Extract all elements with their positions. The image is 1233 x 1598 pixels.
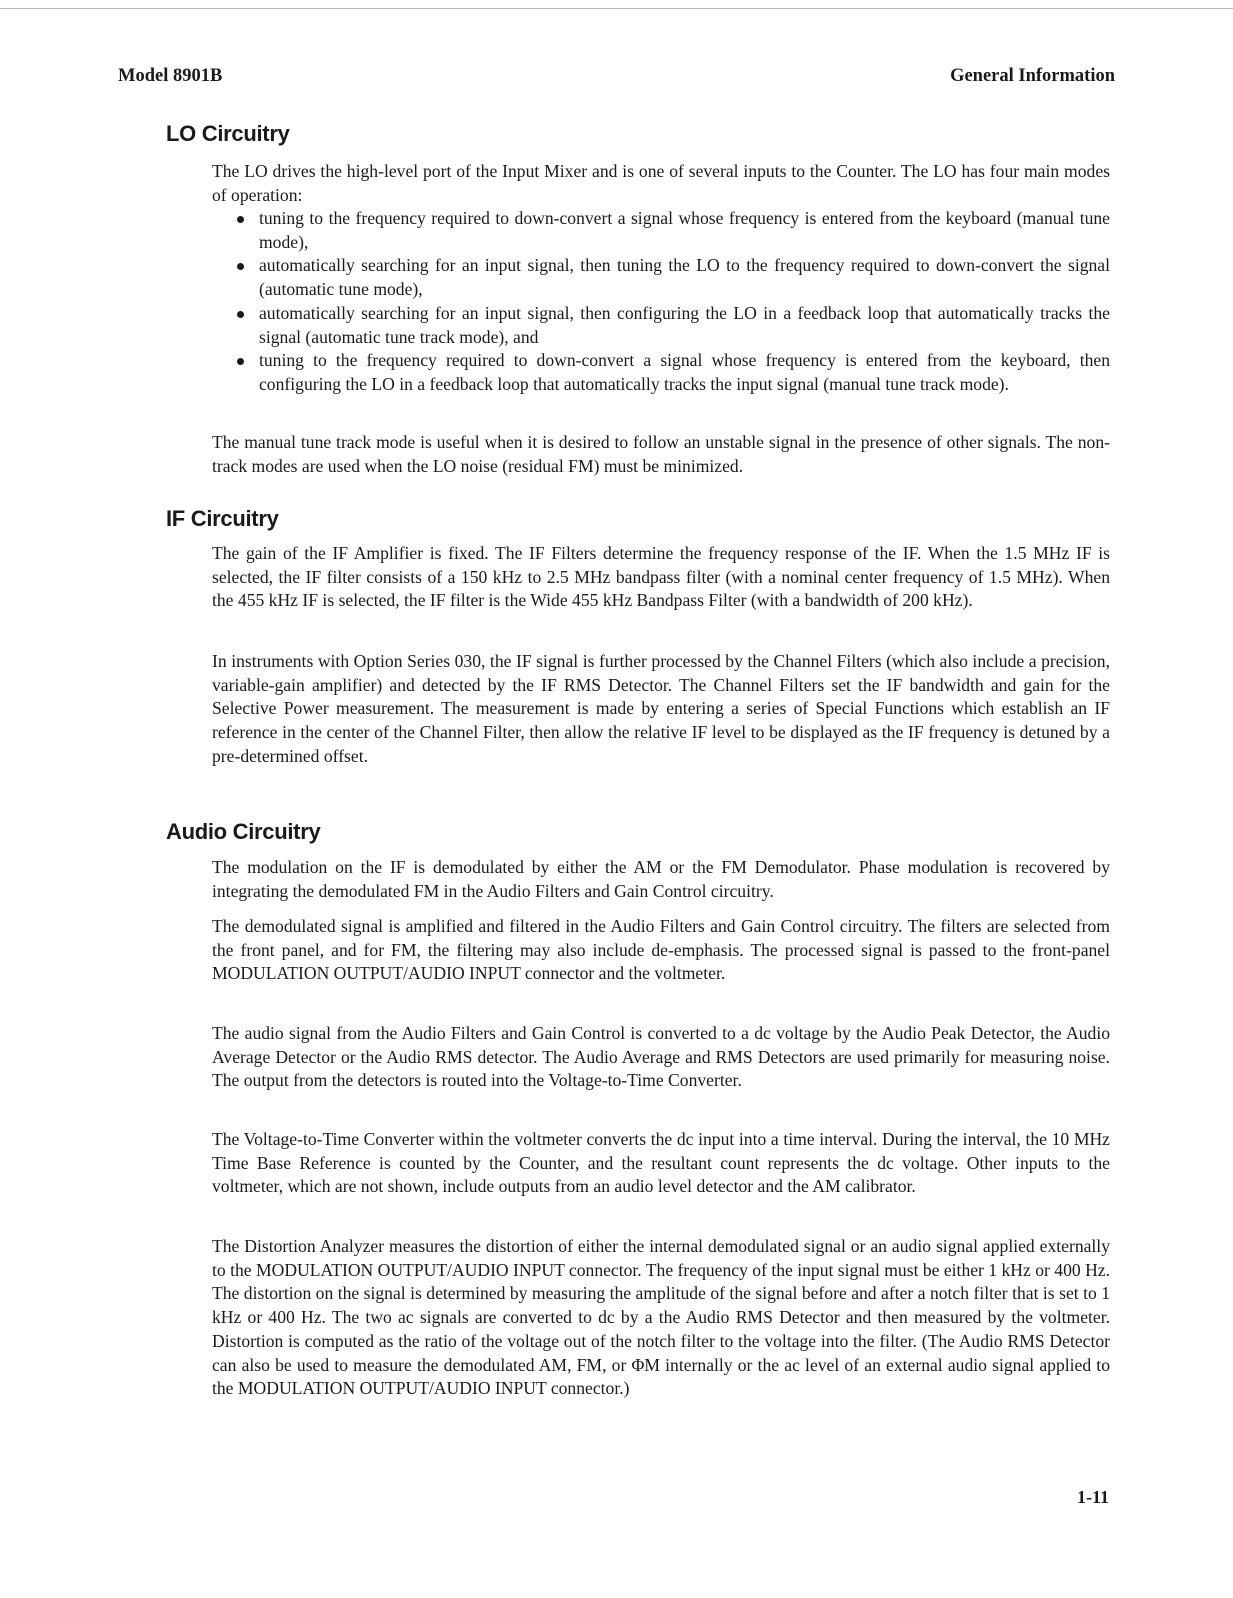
if-section-title: IF Circuitry xyxy=(166,506,279,531)
list-item: automatically searching for an input signal, then tuning the LO to the frequency required to down-convert the signal (automatic tune mode), xyxy=(234,254,1110,301)
lo-modes-list xyxy=(234,207,1110,397)
list-item: tuning to the frequency required to down-convert a signal whose frequency is entered from the keyboard, then configuring the LO in a feedback loop that automatically tracks the input signal (manual tune track mode). xyxy=(234,349,1110,396)
list-item: automatically searching for an input signal, then configuring the LO in a feedback loop that automatically tracks the signal (automatic tune track mode), and xyxy=(234,302,1110,349)
top-rule xyxy=(0,8,1233,9)
audio-paragraph-4: The Voltage-to-Time Converter within the voltmeter converts the dc input into a time interval. During the interval, the 10 MHz Time Base Reference is counted by the Counter, and the resultant count represents the dc voltage. Other inputs to the voltmeter, which are not shown, include outputs from an audio level detector and the AM calibrator. xyxy=(212,1129,1110,1197)
if-paragraph-2: In instruments with Option Series 030, the IF signal is further processed by the Channel Filters (which also include a precision, variable-gain amplifier) and detected by the IF RMS Detector. The Channel Filters set the IF bandwidth and gain for the Selective Power measurement. The measurement is made by entering a series of Special Functions which establish an IF reference in the center of the Channel Filter, then allow the relative IF level to be displayed as the IF frequency is detuned by a pre-determined offset. xyxy=(212,651,1110,766)
audio-paragraph-5: The Distortion Analyzer measures the distortion of either the internal demodulated signal or an audio signal applied externally to the MODULATION OUTPUT/AUDIO INPUT connector. The frequency of the input signal must be either 1 kHz or 400 Hz. The distortion on the signal is determined by measuring the amplitude of the signal before and after a notch filter that is set to 1 kHz or 400 Hz. The two ac signals are converted to dc by a the Audio RMS Detector and then measured by the voltmeter. Distortion is computed as the ratio of the voltage out of the notch filter to the voltage into the filter. (The Audio RMS Detector can also be used to measure the demodulated AM, FM, or ΦM internally or the ac level of an external audio signal applied to the MODULATION OUTPUT/AUDIO INPUT connector.) xyxy=(212,1236,1110,1399)
audio-paragraph-1: The modulation on the IF is demodulated by either the AM or the FM Demodulator. Phase modulation is recovered by integrating the demodulated FM in the Audio Filters and Gain Control circuitry. xyxy=(212,857,1110,901)
lo-intro-paragraph: The LO drives the high-level port of the Input Mixer and is one of several inputs to the Counter. The LO has four main modes of operation: xyxy=(212,161,1110,205)
lo-closing-paragraph: The manual tune track mode is useful when it is desired to follow an unstable signal in the presence of other signals. The non-track modes are used when the LO noise (residual FM) must be minimized. xyxy=(212,432,1110,476)
audio-section-title: Audio Circuitry xyxy=(166,819,321,844)
page-number: 1-11 xyxy=(1076,1487,1109,1507)
audio-paragraph-3: The audio signal from the Audio Filters and Gain Control is converted to a dc voltage by the Audio Peak Detector, the Audio Average Detector or the Audio RMS detector. The Audio Average and RMS Detectors are used primarily for measuring noise. The output from the detectors is routed into the Voltage-to-Time Converter. xyxy=(212,1023,1110,1091)
audio-paragraph-2: The demodulated signal is amplified and filtered in the Audio Filters and Gain Control circuitry. The filters are selected from the front panel, and for FM, the filtering may also include de-emphasis. The processed signal is passed to the front-panel MODULATION OUTPUT/AUDIO INPUT connector and the voltmeter. xyxy=(212,916,1110,984)
if-paragraph-1: The gain of the IF Amplifier is fixed. The IF Filters determine the frequency response of the IF. When the 1.5 MHz IF is selected, the IF filter consists of a 150 kHz to 2.5 MHz bandpass filter (with a nominal center frequency of 1.5 MHz). When the 455 kHz IF is selected, the IF filter is the Wide 455 kHz Bandpass Filter (with a bandwidth of 200 kHz). xyxy=(212,543,1110,611)
header-section: General Information xyxy=(950,66,1115,86)
list-item: tuning to the frequency required to down-convert a signal whose frequency is entered from the keyboard (manual tune mode), xyxy=(234,207,1110,254)
lo-section-title: LO Circuitry xyxy=(166,121,290,146)
header-model: Model 8901B xyxy=(118,66,223,86)
